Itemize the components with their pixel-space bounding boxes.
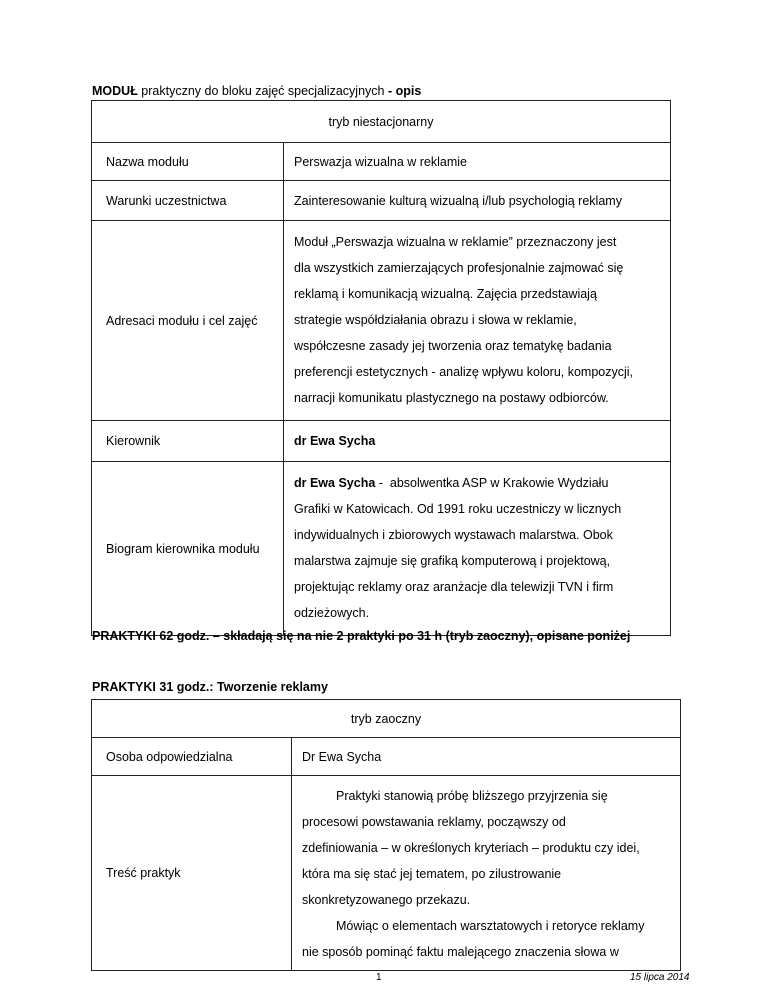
text-line: Grafiki w Katowicach. Od 1991 roku uczestniczy w licznych bbox=[294, 501, 622, 516]
practice-table-caption: tryb zaoczny bbox=[92, 700, 681, 738]
text-line: skonkretyzowanego przekazu. bbox=[302, 893, 471, 907]
row-label: Adresaci modułu i cel zajęć bbox=[92, 221, 284, 421]
row-label: Nazwa modułu bbox=[92, 143, 284, 181]
text-line: strategie współdziałania obrazu i słowa w reklamie, bbox=[294, 312, 577, 327]
text-line: malarstwa zajmuje się grafiką komputerową i projektową, bbox=[294, 553, 611, 568]
row-label: Osoba odpowiedzialna bbox=[92, 738, 292, 776]
text-line: nie sposób pominąć faktu malejącego znaczenia słowa w bbox=[302, 945, 619, 959]
row-label: Kierownik bbox=[92, 421, 284, 462]
table-row bbox=[92, 776, 681, 971]
module-table bbox=[91, 100, 671, 636]
table-row bbox=[92, 738, 681, 776]
row-value-multiline bbox=[292, 776, 681, 971]
page-number: 1 bbox=[376, 972, 382, 983]
footer-date: 15 lipca 2014 bbox=[630, 972, 690, 983]
text-line: projektując reklamy oraz aranżacje dla telewizji TVN i firm bbox=[294, 579, 614, 594]
text-line: narracji komunikatu plastycznego na postawy odbiorców. bbox=[294, 390, 609, 405]
text-line: odzieżowych. bbox=[294, 605, 370, 620]
text-line: preferencji estetycznych - analizę wpływu koloru, kompozycji, bbox=[294, 364, 634, 379]
bio-text: - absolwentka ASP w Krakowie Wydziału bbox=[375, 475, 609, 490]
text-line bbox=[294, 470, 662, 496]
row-value-multiline bbox=[284, 221, 671, 421]
row-value: dr Ewa Sycha bbox=[284, 421, 671, 462]
table-row bbox=[92, 143, 671, 181]
text-line: Mówiąc o elementach warsztatowych i retoryce reklamy bbox=[336, 919, 645, 933]
table-row bbox=[92, 462, 671, 636]
row-value: Zainteresowanie kulturą wizualną i/lub psychologią reklamy bbox=[284, 181, 671, 221]
row-value: Perswazja wizualna w reklamie bbox=[284, 143, 671, 181]
practice-table bbox=[91, 699, 681, 971]
table-row bbox=[92, 421, 671, 462]
row-value-multiline bbox=[284, 462, 671, 636]
bio-name: dr Ewa Sycha bbox=[294, 475, 376, 490]
row-label: Treść praktyk bbox=[92, 776, 292, 971]
heading-bold-end: - opis bbox=[387, 84, 422, 98]
section-heading-practice-31: PRAKTYKI 31 godz.: Tworzenie reklamy bbox=[92, 680, 328, 694]
module-table-caption: tryb niestacjonarny bbox=[92, 101, 671, 143]
section-heading-practice-62: PRAKTYKI 62 godz. – składają się na nie 2 praktyki po 31 h (tryb zaoczny), opisane poniżej bbox=[92, 629, 631, 643]
heading-bold-start: MODUŁ bbox=[92, 84, 138, 98]
text-line: reklamą i komunikacją wizualną. Zajęcia przedstawiają bbox=[294, 286, 597, 301]
text-line: która ma się stać jej tematem, po zilustrowanie bbox=[302, 867, 562, 881]
text-line: indywidualnych i zbiorowych wystawach malarstwa. Obok bbox=[294, 527, 613, 542]
text-line: zdefiniowania – w określonych kryteriach – produktu czy idei, bbox=[302, 841, 640, 855]
text-line: współczesne zasady jej tworzenia oraz tematykę badania bbox=[294, 338, 612, 353]
text-line: Moduł „Perswazja wizualna w reklamie” przeznaczony jest bbox=[294, 234, 617, 249]
row-value: Dr Ewa Sycha bbox=[292, 738, 681, 776]
table-row bbox=[92, 221, 671, 421]
heading-middle: praktyczny do bloku zajęć specjalizacyjnych bbox=[137, 84, 388, 98]
text-line: procesowi powstawania reklamy, począwszy od bbox=[302, 815, 566, 829]
text-line: Praktyki stanowią próbę bliższego przyjrzenia się bbox=[336, 789, 608, 803]
text-line: dla wszystkich zamierzających profesjonalnie zajmować się bbox=[294, 260, 624, 275]
row-label: Warunki uczestnictwa bbox=[92, 181, 284, 221]
table-row bbox=[92, 181, 671, 221]
document-heading bbox=[92, 84, 421, 98]
row-label: Biogram kierownika modułu bbox=[92, 462, 284, 636]
